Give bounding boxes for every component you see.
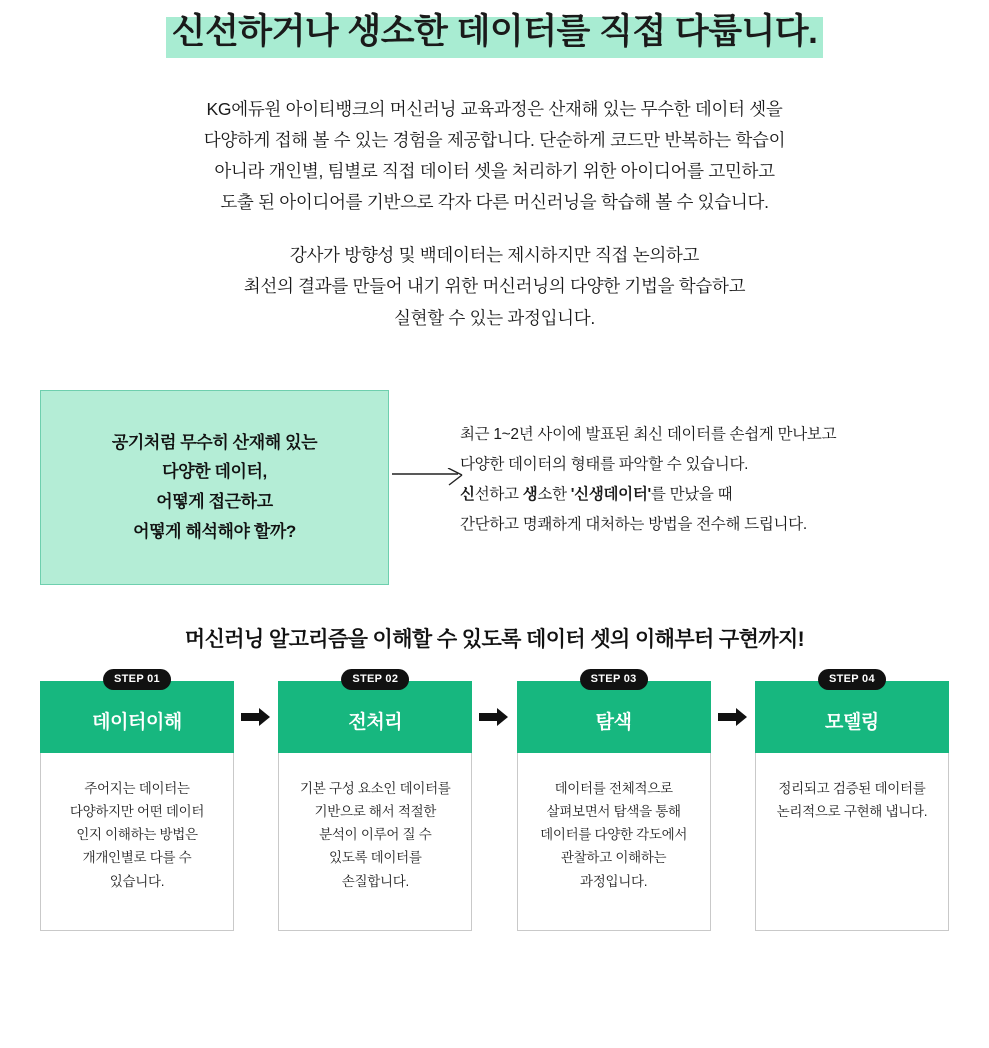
step-card-2 xyxy=(278,672,472,931)
text-fragment: 소한 xyxy=(537,486,571,504)
question-callout-text xyxy=(112,428,317,547)
step-desc-line: 논리적으로 구현해 냅니다. xyxy=(776,803,928,819)
question-callout-box xyxy=(40,390,389,585)
steps-heading: 머신러닝 알고리즘을 이해할 수 있도록 데이터 셋의 이해부터 구현까지! xyxy=(184,627,805,651)
callout-desc-line: 간단하고 명쾌하게 대처하는 방법을 전수해 드립니다. xyxy=(460,516,807,534)
callout-desc-line-emphasis xyxy=(460,480,960,510)
intro-paragraph-2 xyxy=(0,240,989,333)
arrow-right-icon xyxy=(392,468,470,496)
step-connector-3 xyxy=(718,681,748,753)
callout-line: 어떻게 접근하고 xyxy=(156,492,273,512)
callout-section xyxy=(0,390,989,605)
callout-desc-line: 다양한 데이터의 형태를 파악할 수 있습니다. xyxy=(460,455,749,473)
step-title: 전처리 xyxy=(278,681,472,753)
step-title: 모델링 xyxy=(755,681,949,753)
intro-line: 최선의 결과를 만들어 내기 위한 머신러닝의 다양한 기법을 학습하고 xyxy=(243,276,746,297)
intro-line: 아니라 개인별, 팀별로 직접 데이터 셋을 처리하기 위한 아이디어를 고민하고 xyxy=(214,161,775,182)
step-card-1 xyxy=(40,672,234,931)
step-title: 탐색 xyxy=(517,681,711,753)
step-desc-line: 데이터를 전체적으로 xyxy=(554,780,673,796)
step-badge: STEP 02 xyxy=(341,669,409,690)
emphasis-saeng: 생 xyxy=(522,486,538,504)
page-title: 신선하거나 생소한 데이터를 직접 다룹니다. xyxy=(166,8,824,58)
step-description xyxy=(278,753,472,931)
callout-description xyxy=(460,420,960,541)
step-desc-line: 다양하지만 어떤 데이터 xyxy=(69,803,205,819)
intro-line: 강사가 방향성 및 백데이터는 제시하지만 직접 논의하고 xyxy=(289,245,700,266)
step-description xyxy=(755,753,949,931)
step-desc-line: 살펴보면서 탐색을 통해 xyxy=(546,803,681,819)
step-connector-2 xyxy=(479,681,509,753)
step-desc-line: 있습니다. xyxy=(109,873,165,889)
intro-line: 도출 된 아이디어를 기반으로 각자 다른 머신러닝을 학습해 볼 수 있습니다. xyxy=(220,192,769,213)
step-card-4 xyxy=(755,672,949,931)
intro-line: 실현할 수 있는 과정입니다. xyxy=(394,307,595,328)
arrow-right-bold-icon xyxy=(241,707,271,727)
step-desc-line: 관찰하고 이해하는 xyxy=(560,850,667,866)
steps-row xyxy=(0,672,989,931)
intro-line: KG에듀원 아이티뱅크의 머신러닝 교육과정은 산재해 있는 무수한 데이터 셋을 xyxy=(206,98,783,119)
step-badge: STEP 04 xyxy=(818,669,886,690)
step-desc-line: 인지 이해하는 방법은 xyxy=(76,827,198,843)
step-desc-line: 데이터를 다양한 각도에서 xyxy=(540,827,688,843)
arrow-right-bold-icon xyxy=(479,707,509,727)
step-desc-line: 주어지는 데이터는 xyxy=(84,780,190,796)
step-connector-1 xyxy=(241,681,271,753)
callout-desc-line: 최근 1~2년 사이에 발표된 최신 데이터를 손쉽게 만나보고 xyxy=(460,425,837,443)
step-desc-line: 과정입니다. xyxy=(580,873,648,889)
step-card-3 xyxy=(517,672,711,931)
headline-section xyxy=(0,8,989,58)
step-desc-line: 개개인별로 다를 수 xyxy=(82,850,192,866)
emphasis-keyword: '신생데이터' xyxy=(570,486,651,504)
intro-paragraph-1 xyxy=(0,94,989,219)
step-desc-line: 기반으로 해서 적절한 xyxy=(314,803,437,819)
callout-line: 공기처럼 무수히 산재해 있는 xyxy=(111,432,318,452)
intro-line: 다양하게 접해 볼 수 있는 경험을 제공합니다. 단순하게 코드만 반복하는 학습이 xyxy=(203,129,786,150)
step-badge: STEP 03 xyxy=(580,669,648,690)
text-fragment: 를 만났을 때 xyxy=(650,486,733,504)
arrow-right-bold-icon xyxy=(718,707,748,727)
step-description xyxy=(40,753,234,931)
step-desc-line: 손질합니다. xyxy=(341,873,409,889)
callout-line: 어떻게 해석해야 할까? xyxy=(133,521,296,541)
intro-section xyxy=(0,94,989,334)
step-badge: STEP 01 xyxy=(103,669,171,690)
step-desc-line: 분석이 이루어 질 수 xyxy=(319,827,432,843)
step-desc-line: 정리되고 검증된 데이터를 xyxy=(778,780,926,796)
callout-line: 다양한 데이터, xyxy=(162,462,267,482)
step-title: 데이터이해 xyxy=(40,681,234,753)
text-fragment: 선하고 xyxy=(474,486,523,504)
emphasis-sin: 신 xyxy=(460,486,475,504)
step-description xyxy=(517,753,711,931)
step-desc-line: 있도록 데이터를 xyxy=(328,850,422,866)
step-desc-line: 기본 구성 요소인 데이터를 xyxy=(300,780,451,796)
